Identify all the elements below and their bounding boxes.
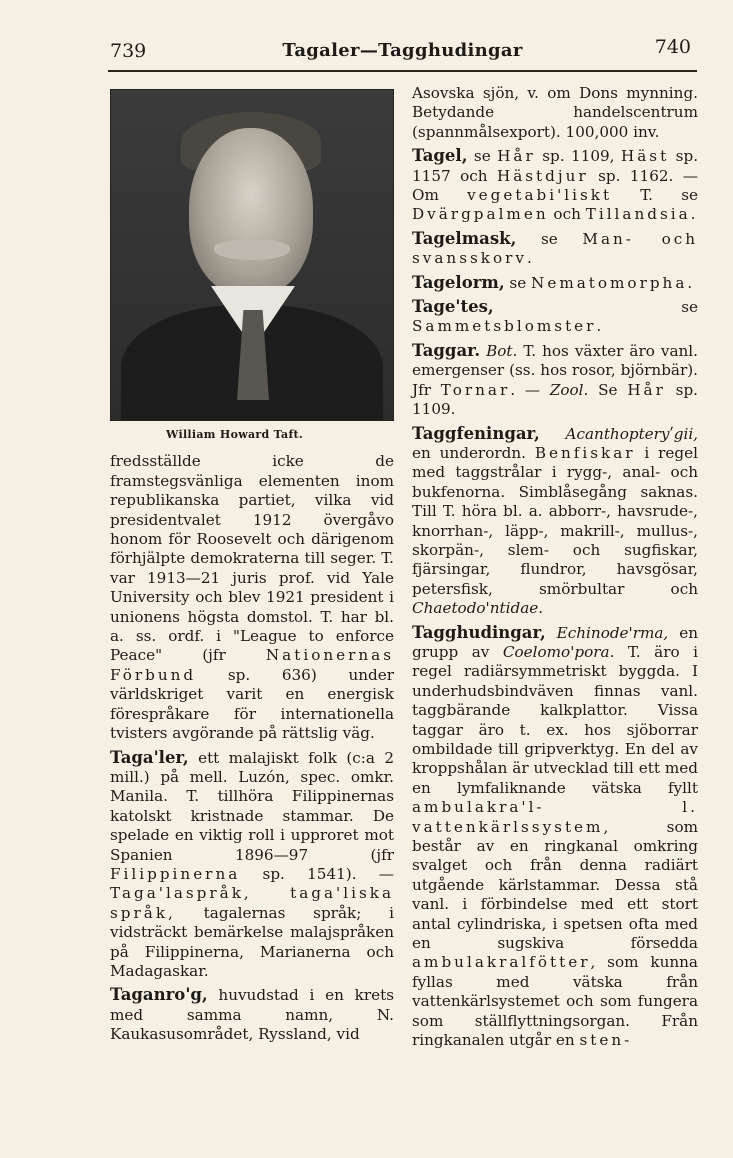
taft-continuation: fredsställde icke de framstegsvänliga elementen inom republikanska partiet, vilka vid presidentvalet 1912 övergåvo honom för Roosevelt och därigenom förhjälpte demokraterna till seger. T. var 1913—21 juris prof. vid Yale University och blev 1921 president i unionens högsta domstol. T. har bl. a. ss. ordf. i "League to enforce Peace" (jfr Nationernas Förbund sp. 636) under världskriget varit en energisk förespråkare för internationella tvisters avgörande på rättslig väg. (110, 452, 394, 743)
entry-taganrog: Taganro'g, huvudstad i en krets med samma namn, N. Kaukasusområdet, Ryssland, vid (110, 985, 394, 1044)
entry-tagelorm: Tagelorm, se Nematomorpha. (412, 272, 693, 292)
entry-tagelmask: Tagelmask, se Man- och svansskorv. (412, 228, 699, 268)
headword: Tagelmask, (412, 228, 517, 248)
header-rule (108, 70, 697, 72)
headword: Taga'ler, (110, 747, 189, 767)
left-column (110, 89, 394, 1045)
right-column (412, 84, 698, 1051)
entry-tagetes: Tage'tes, se Sammetsblomster. (412, 297, 698, 336)
page-header (108, 36, 697, 66)
entry-taggar: Taggar. Bot. T. hos växter äro vanl. emergenser (ss. hos rosor, björnbär). Jfr Tornar. — Zool. Se Hår sp. 1109. (412, 340, 699, 419)
taganrog-continuation: Asovska sjön, v. om Dons mynning. Betydande handelscentrum (spannmålsexport). 100,000 inv. (412, 84, 698, 141)
running-title: Tagaler—Tagghudingar (282, 40, 523, 61)
page-number-left: 739 (110, 40, 147, 62)
headword: Taggar. (412, 340, 481, 360)
photo-caption: William Howard Taft. (166, 428, 304, 441)
entry-tagel: Tagel, se Hår sp. 1109, Häst sp. 1157 och Hästdjur sp. 1162. — Om vegetabi'liskt T. se Dvärgpalmen och Tillandsia. (412, 146, 699, 224)
portrait-photo (110, 89, 394, 421)
headword: Tagel, (412, 146, 468, 166)
entry-tagghudingar: Tagghudingar, Echinode'rma, en grupp av Coelomo'pora. T. äro i regel radiärsymmetriskt byggda. I underhudsbindväven finnas vanl. taggbärande kalkplattor. Vissa taggar äro t. ex. hos sjöborrar ombildade till gripverktyg. En del av kroppshålan är utvecklad till ett med en lymfaliknande vätska fyllt ambulakra'l- l. vattenkärlssystem, som består av en ringkanal omkring svalget och från denna radiärt utgående kärlstammar. Dessa stå vanl. i förbindelse med ett stort antal cylindriska, i spetsen ofta med en sugskiva försedda ambulakralfötter, som kunna fyllas med vätska från vattenkärlsystemet och som fungera som ställflyttningsorgan. Från ringkanalen utgår en sten- (412, 622, 699, 1050)
headword: Taggfeningar, (412, 423, 540, 443)
headword: Tage'tes, (412, 297, 494, 317)
headword: Tagelorm, (412, 272, 505, 292)
headword: Taganro'g, (110, 985, 208, 1005)
entry-tagaler: Taga'ler, ett malajiskt folk (c:a 2 mill.) på mell. Luzón, spec. omkr. Manila. T. tillhöra Filippinernas katolskt kristnade stammar. De spelade en viktig roll i upproret mot Spanien 1896—97 (jfr Filippinerna sp. 1541). — Taga'laspråk, taga'liska språk, tagalernas språk; i vidsträckt bemärkelse malajspråken på Filippinerna, Marianerna och Madagaskar. (110, 747, 394, 980)
headword: Tagghudingar, (412, 622, 546, 642)
entry-taggfeningar: Taggfeningar, Acanthopteryʹgii, en underordn. Benfiskar i regel med taggstrålar i rygg-, anal- och bukfenorna. Simblåsegång saknas. Till T. höra bl. a. abborr-, havsrude-, knorrhan-, läpp-, makrill-, mullus-, skorpän-, slem- och sugfiskar, fjärsingar, flundror, havsgösar, petersfisk, smörbultar och Chaetodo'ntidae. (412, 423, 698, 618)
page-number-right: 740 (654, 36, 691, 58)
